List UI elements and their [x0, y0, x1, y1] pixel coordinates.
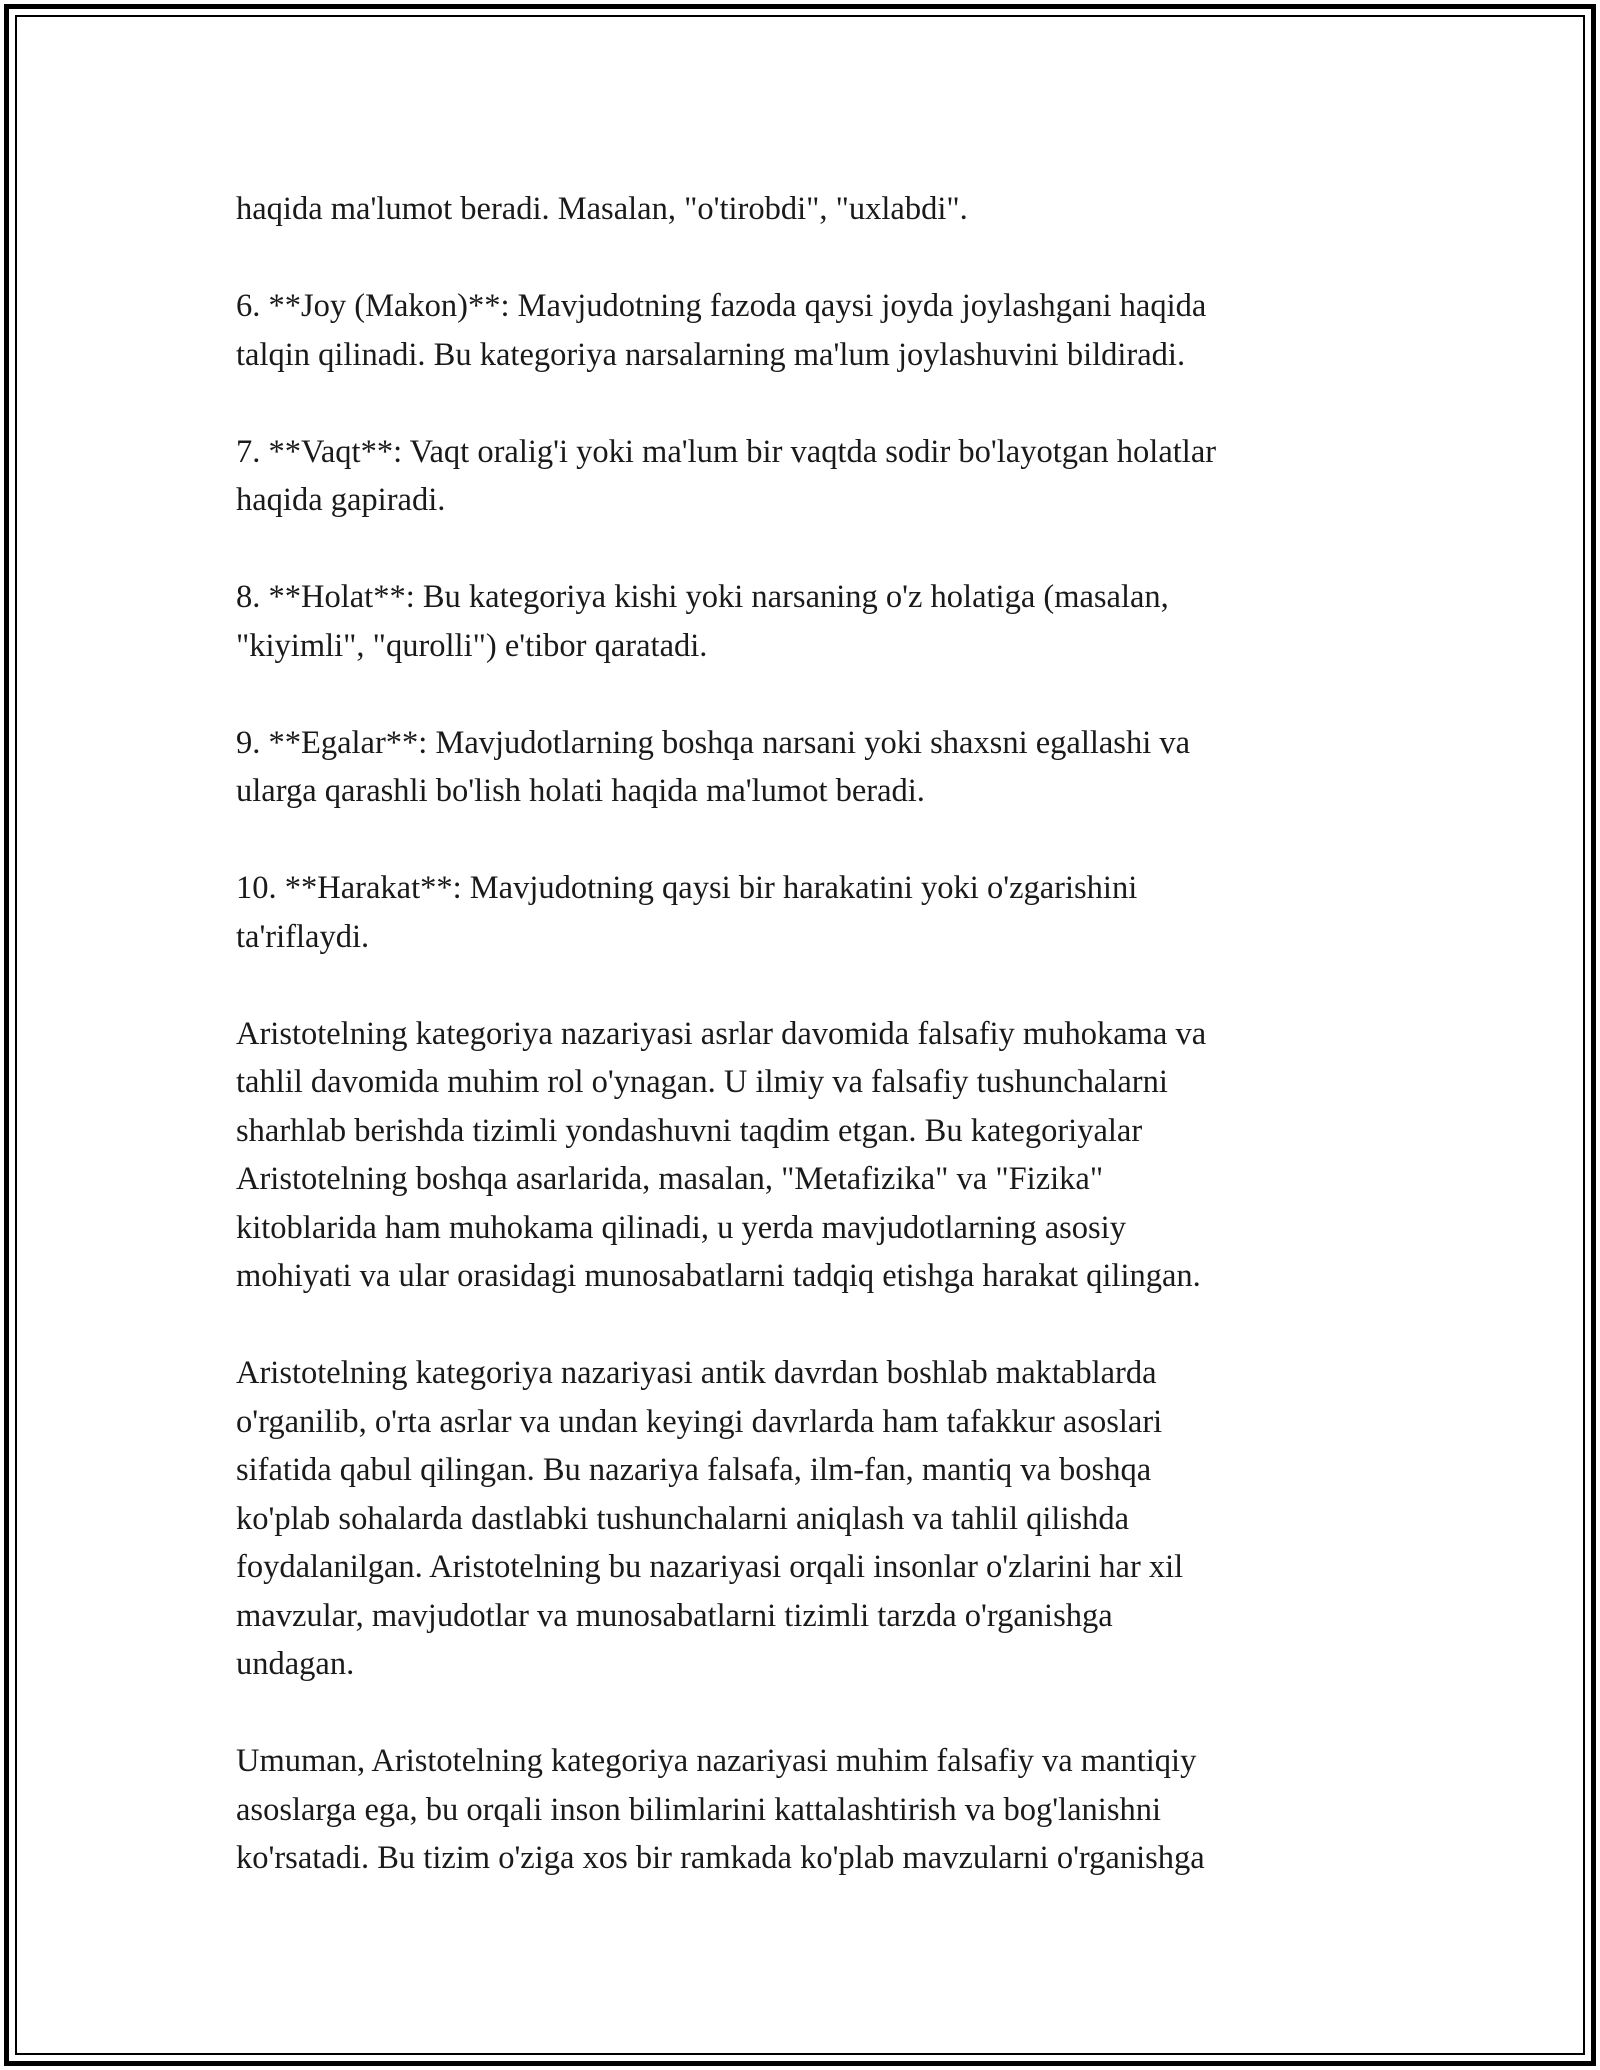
paragraph-teaching-tradition: Aristotelning kategoriya nazariyasi antik davrdan boshlab maktablarda o'rganilib, o'rta asrlar va undan keyingi davrlarda ham tafakkur asoslari sifatida qabul qilingan. Bu nazariya falsafa, ilm-fan, mantiq va boshqa ko'plab sohalarda dastlabki tushunchalarni aniqlash va tahlil qilishda foydalanilgan. Aristotelning bu nazariyasi orqali insonlar o'zlarini har xil mavzular, mavjudotlar va munosabatlarni tizimli tarzda o'rganishga undagan.	[236, 1355, 1184, 1682]
paragraph-category-6-place: 6. **Joy (Makon)**: Mavjudotning fazoda qaysi joyda joylashgani haqida talqin qilinadi. Bu kategoriya narsalarning ma'lum joylashuvini bildiradi.	[236, 288, 1207, 373]
paragraph-conclusion: Umuman, Aristotelning kategoriya nazariyasi muhim falsafiy va mantiqiy asoslarga ega, bu orqali inson bilimlarini kattalashtirish va bog'lanishni ko'rsatadi. Bu tizim o'ziga xos bir ramkada ko'plab mavzularni o'rganishga	[236, 1743, 1205, 1876]
paragraph-intro-continuation: haqida ma'lumot beradi. Masalan, "o'tirobdi", "uxlabdi".	[236, 191, 968, 227]
paragraph-category-9-possession: 9. **Egalar**: Mavjudotlarning boshqa narsani yoki shaxsni egallashi va ularga qarashli bo'lish holati haqida ma'lumot beradi.	[236, 724, 1191, 809]
document-body	[236, 185, 1416, 1883]
paragraph-category-10-action: 10. **Harakat**: Mavjudotning qaysi bir harakatini yoki o'zgarishini ta'riflaydi.	[236, 870, 1138, 955]
paragraph-category-8-state: 8. **Holat**: Bu kategoriya kishi yoki narsaning o'z holatiga (masalan, "kiyimli", "qurolli") e'tibor qaratadi.	[236, 579, 1169, 664]
paragraph-category-7-time: 7. **Vaqt**: Vaqt oralig'i yoki ma'lum bir vaqtda sodir bo'layotgan holatlar haqida gapiradi.	[236, 433, 1217, 518]
paragraph-historical-significance: Aristotelning kategoriya nazariyasi asrlar davomida falsafiy muhokama va tahlil davomida muhim rol o'ynagan. U ilmiy va falsafiy tushunchalarni sharhlab berishda tizimli yondashuvni taqdim etgan. Bu kategoriyalar Aristotelning boshqa asarlarida, masalan, "Metafizika" va "Fizika" kitoblarida ham muhokama qilinadi, u yerda mavjudotlarning asosiy mohiyati va ular orasidagi munosabatlarni tadqiq etishga harakat qilingan.	[236, 1015, 1207, 1294]
